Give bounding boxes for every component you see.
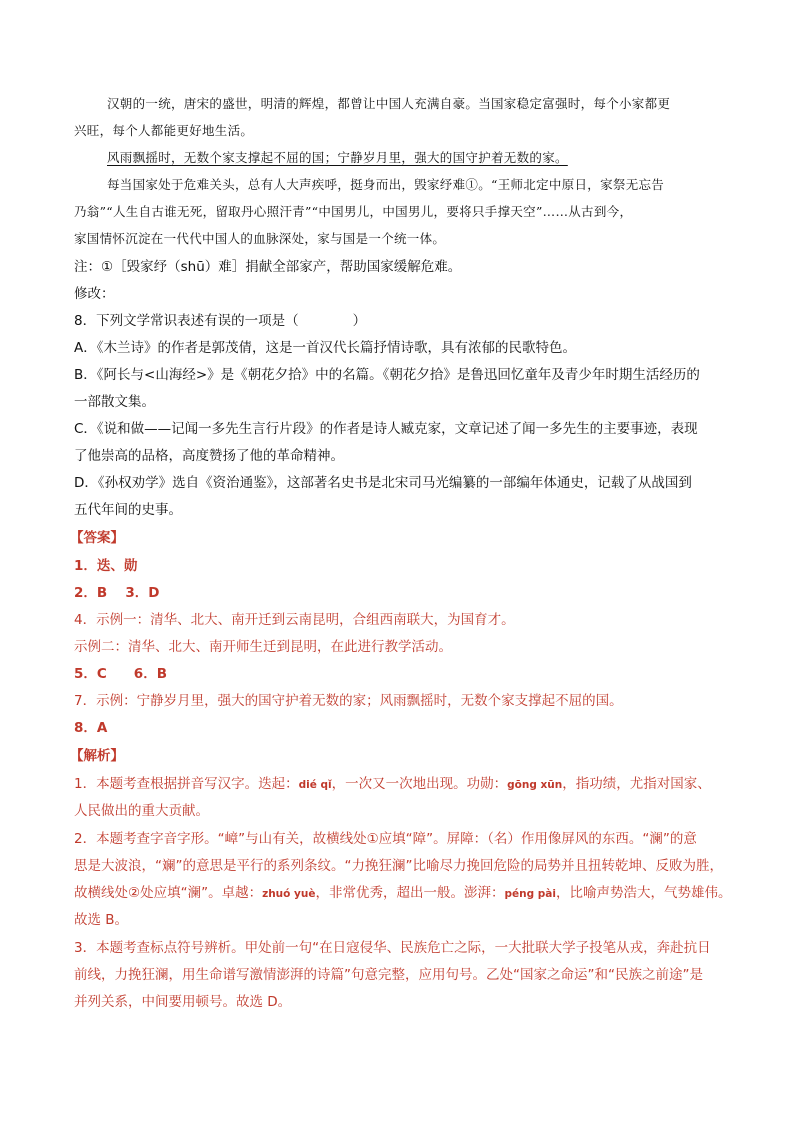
analysis-3-line2: 前线，力挽狂澜，用生命谱写激情澎湃的诗篇”句意完整，应用句号。乙处“国家之命运”和“民族之前途”是 <box>74 967 703 983</box>
passage-p3-line3: 家国情怀沉淀在一代代中国人的血脉深处，家与国是一个统一体。 <box>74 231 446 246</box>
pinyin-pengpai: péng pài <box>504 888 556 900</box>
passage-p2-underlined: 风雨飘摇时，无数个家支撑起不屈的国；宁静岁月里，强大的国守护着无数的家。 <box>107 150 568 165</box>
analysis-1-text-a: 1．本题考查根据拼音写汉字。迭起： <box>74 776 299 792</box>
answer-1: 1．迭、勋 <box>74 558 138 574</box>
passage-p1-line2: 兴旺，每个人都能更好地生活。 <box>74 123 254 138</box>
analysis-1-line1 <box>74 774 711 795</box>
analysis-3-line3: 并列关系，中间要用顿号。故选 D。 <box>74 994 292 1010</box>
option-b-line2: 一部散文集。 <box>74 394 155 410</box>
question-8-stem: 8．下列文学常识表述有误的一项是（ ） <box>74 313 367 329</box>
option-a: A．《木兰诗》的作者是郭茂倩，这是一首汉代长篇抒情诗歌，具有浓郁的民歌特色。 <box>74 340 576 356</box>
answer-heading: 【答案】 <box>70 530 124 546</box>
analysis-2-line3 <box>74 883 731 904</box>
answer-4-example1: 4．示例一：清华、北大、南开迁到云南昆明，合组西南联大，为国育才。 <box>74 612 515 628</box>
answer-8: 8．A <box>74 720 108 736</box>
passage-p1-line1: 汉朝的一统，唐宋的盛世，明清的辉煌，都曾让中国人充满自豪。当国家稳定富强时，每个小家都更 <box>107 96 671 111</box>
analysis-1-line2: 人民做出的重大贡献。 <box>74 803 209 819</box>
analysis-2-line1: 2．本题考查字音字形。“嶂”与山有关，故横线处①应填“障”。屏障：（名）作用像屏风的东西。“澜”的意 <box>74 831 697 847</box>
analysis-2-text-b: ，非常优秀，超出一般。澎湃： <box>315 885 505 901</box>
option-c-line2: 了他崇高的品格，高度赞扬了他的革命精神。 <box>74 448 344 464</box>
pinyin-dieqi: dié qǐ <box>298 779 332 791</box>
analysis-heading: 【解析】 <box>70 748 124 764</box>
footnote: 注：①［毁家纾（shū）难］捐献全部家产，帮助国家缓解危难。 <box>74 259 462 275</box>
option-c-line1: C．《说和做——记闻一多先生言行片段》的作者是诗人臧克家，文章记述了闻一多先生的主要事迹，表现 <box>74 421 698 437</box>
analysis-2-text-c: ，比喻声势浩大，气势雄伟。 <box>555 885 732 901</box>
analysis-1-text-c: ，指功绩，尤指对国家、 <box>562 776 711 792</box>
option-d-line2: 五代年间的史事。 <box>74 502 182 518</box>
option-b-line1: B．《阿长与<山海经>》是《朝花夕拾》中的名篇。《朝花夕拾》是鲁迅回忆童年及青少年时期生活经历的 <box>74 367 700 383</box>
answer-2-3: 2．B 3．D <box>74 585 160 601</box>
analysis-2-line4: 故选 B。 <box>74 912 129 928</box>
passage-p3-line2: 乃翁”“人生自古谁无死，留取丹心照汗青”“中国男儿，中国男儿，要将只手撑天空”……从古到今， <box>74 204 633 219</box>
option-d-line1: D．《孙权劝学》选自《资治通鉴》，这部著名史书是北宋司马光编纂的一部编年体通史，记载了从战国到 <box>74 475 692 491</box>
pinyin-zhuoyue: zhuó yuè <box>262 888 316 900</box>
answer-7: 7．示例：宁静岁月里，强大的国守护着无数的家；风雨飘摇时，无数个家支撑起不屈的国。 <box>74 693 623 709</box>
pinyin-gongxun: gōng xūn <box>507 779 563 791</box>
revise-label: 修改： <box>74 286 115 302</box>
answer-5-6: 5．C 6．B <box>74 666 167 682</box>
analysis-1-text-b: ，一次又一次地出现。功勋： <box>331 776 508 792</box>
answer-4-example2: 示例二：清华、北大、南开师生迁到昆明，在此进行教学活动。 <box>74 639 452 655</box>
analysis-2-line2: 思是大波浪，“斓”的意思是平行的系列条纹。“力挽狂澜”比喻尽力挽回危险的局势并且扭转乾坤、反败为胜， <box>74 858 723 874</box>
passage-p3-line1: 每当国家处于危难关头，总有人大声疾呼，挺身而出，毁家纾难①。“王师北定中原日，家祭无忘告 <box>107 177 665 192</box>
analysis-2-text-a: 故横线处②处应填“澜”。卓越： <box>74 885 263 901</box>
analysis-3-line1: 3．本题考查标点符号辨析。甲处前一句“在日寇侵华、民族危亡之际，一大批联大学子投笔从戎，奔赴抗日 <box>74 940 711 956</box>
